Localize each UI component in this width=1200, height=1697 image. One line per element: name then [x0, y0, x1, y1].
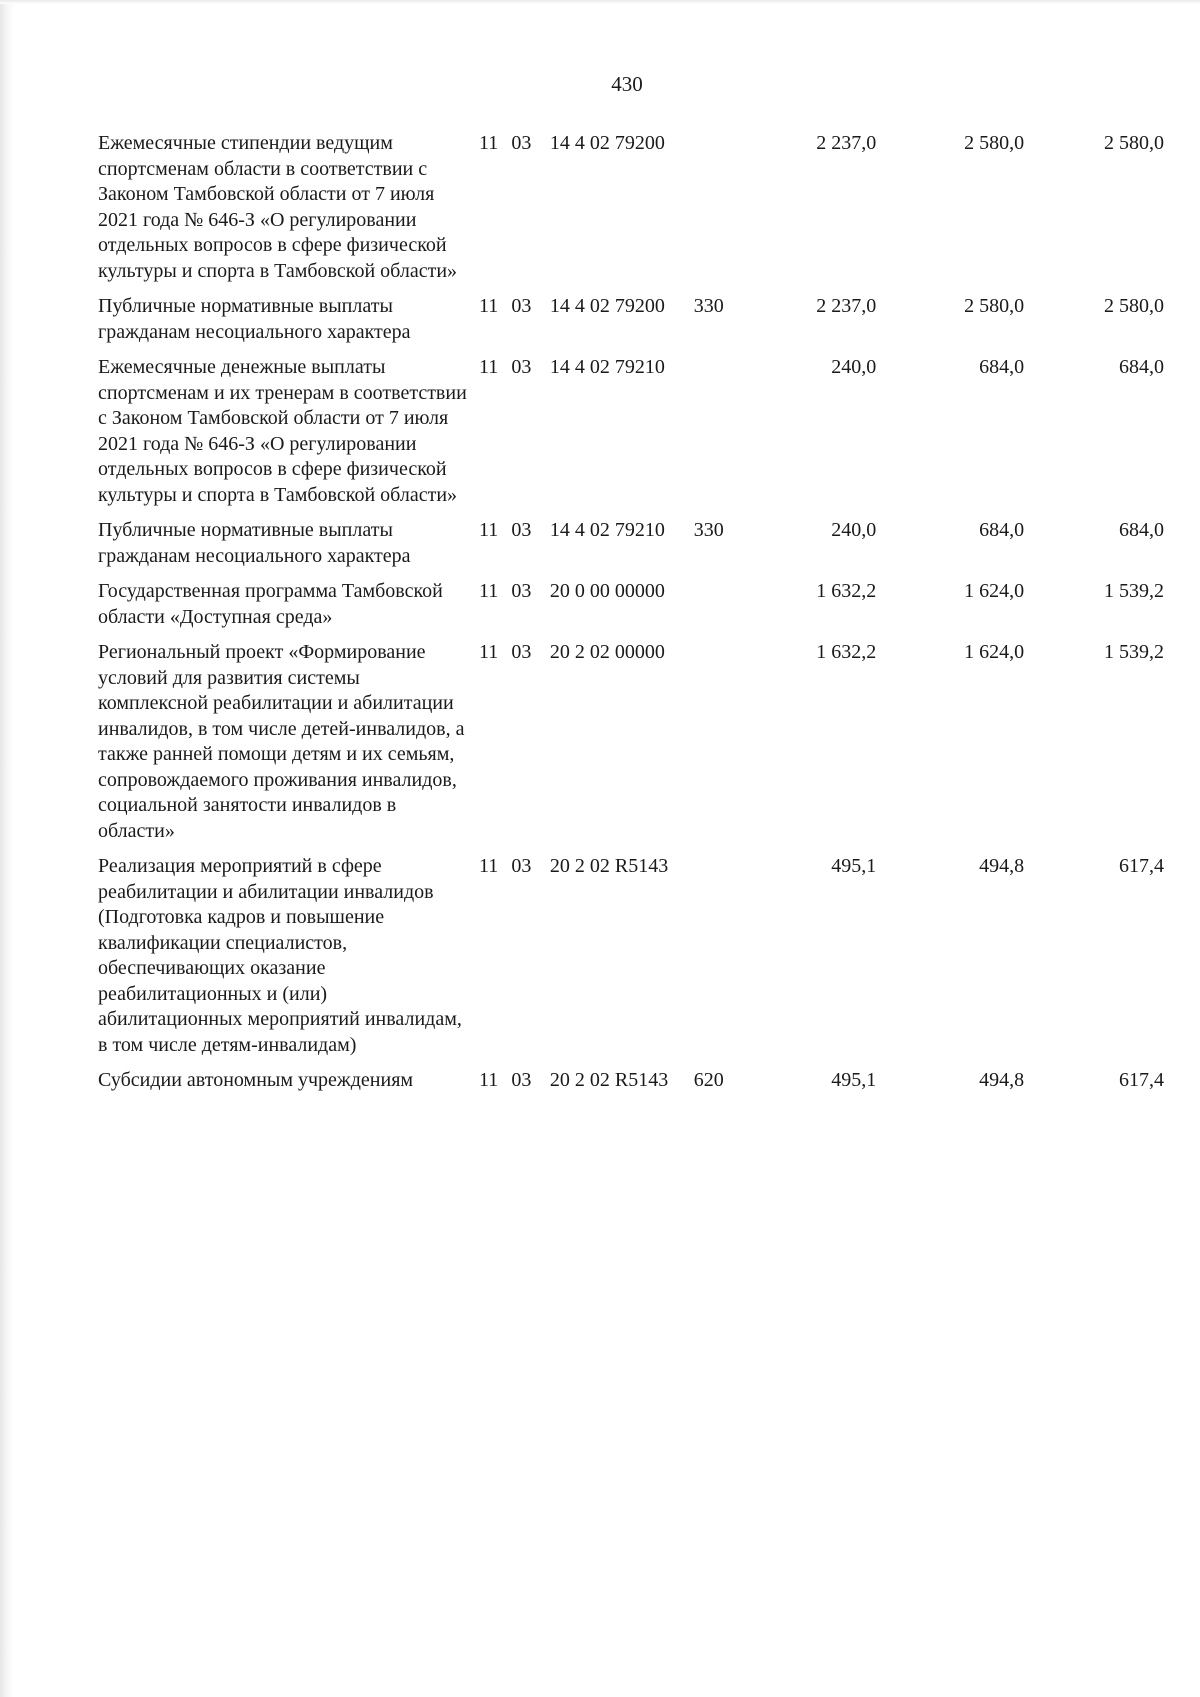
- row-expense-type: [694, 640, 739, 854]
- table-row: [98, 579, 1164, 640]
- row-expense-type: [694, 131, 739, 294]
- row-target-code: 20 0 00 00000: [549, 580, 665, 602]
- table-row: [98, 294, 1164, 355]
- row-amount-year1: 495,1: [831, 855, 877, 877]
- budget-table: [98, 131, 1164, 1104]
- table-row: [98, 1068, 1164, 1104]
- row-section: 11: [479, 132, 499, 154]
- row-target-code: 20 2 02 R5143: [549, 1069, 669, 1091]
- row-section: 11: [479, 519, 499, 541]
- row-amount-year2: 684,0: [979, 519, 1025, 541]
- row-subsection: 03: [511, 580, 532, 602]
- row-name: Региональный проект «Формирование условий для развития системы комплексной реабилитации и абилитации инвалидов, в том числе детей-инвалидов, а также ранней помощи детям и их семьям, сопровождаемого проживания инвалидов, социальной занятости инвалидов в области»: [98, 641, 465, 842]
- row-subsection: 03: [511, 855, 532, 877]
- row-amount-year2: 1 624,0: [964, 641, 1025, 663]
- row-target-code: 20 2 02 R5143: [549, 855, 669, 877]
- row-name: Публичные нормативные выплаты гражданам несоциального характера: [98, 519, 411, 567]
- row-expense-type: 330: [693, 295, 724, 317]
- row-amount-year1: 1 632,2: [816, 580, 877, 602]
- row-amount-year3: 1 539,2: [1104, 641, 1164, 663]
- row-name: Ежемесячные денежные выплаты спортсменам и их тренерам в соответствии с Законом Тамбовской области от 7 июля 2021 года № 646-З «О регулировании отдельных вопросов в сфере физической культуры и спорта в Тамбовской области»: [98, 356, 467, 506]
- row-target-code: 14 4 02 79200: [549, 132, 665, 154]
- row-amount-year1: 495,1: [831, 1069, 877, 1091]
- row-expense-type: 620: [693, 1069, 724, 1091]
- row-name: Реализация мероприятий в сфере реабилитации и абилитации инвалидов (Подготовка кадров и повышение квалификации специалистов, обеспечивающих оказание реабилитационных и (или) абилитационных мероприятий инвалидам, в том числе детям-инвалидам): [98, 855, 462, 1056]
- row-amount-year2: 2 580,0: [964, 132, 1025, 154]
- page-number: 430: [611, 72, 643, 96]
- row-expense-type: [694, 854, 739, 1068]
- row-amount-year1: 240,0: [831, 356, 877, 378]
- row-amount-year1: 2 237,0: [816, 295, 877, 317]
- row-amount-year2: 494,8: [979, 855, 1025, 877]
- row-name: Ежемесячные стипендии ведущим спортсменам области в соответствии с Законом Тамбовской области от 7 июля 2021 года № 646-З «О регулировании отдельных вопросов в сфере физической культуры и спорта в Тамбовской области»: [98, 132, 458, 282]
- row-amount-year1: 2 237,0: [816, 132, 877, 154]
- row-subsection: 03: [511, 519, 532, 541]
- row-amount-year2: 684,0: [979, 356, 1025, 378]
- table-row: [98, 640, 1164, 854]
- table-row: [98, 854, 1164, 1068]
- row-section: 11: [479, 295, 499, 317]
- row-target-code: 14 4 02 79210: [549, 356, 665, 378]
- row-section: 11: [479, 580, 499, 602]
- row-subsection: 03: [511, 295, 532, 317]
- table-row: [98, 131, 1164, 294]
- row-subsection: 03: [511, 641, 532, 663]
- row-section: 11: [479, 356, 499, 378]
- row-amount-year2: 1 624,0: [964, 580, 1025, 602]
- row-target-code: 20 2 02 00000: [549, 641, 665, 663]
- row-amount-year3: 684,0: [1119, 356, 1164, 378]
- row-section: 11: [479, 641, 499, 663]
- row-amount-year3: 2 580,0: [1104, 132, 1164, 154]
- row-expense-type: 330: [693, 519, 724, 541]
- row-amount-year3: 2 580,0: [1104, 295, 1164, 317]
- row-subsection: 03: [511, 132, 532, 154]
- row-subsection: 03: [511, 1069, 532, 1091]
- row-target-code: 14 4 02 79210: [549, 519, 665, 541]
- row-amount-year3: 1 539,2: [1104, 580, 1164, 602]
- row-name: Субсидии автономным учреждениям: [98, 1069, 414, 1091]
- scan-top-edge: [0, 0, 1200, 4]
- row-amount-year1: 1 632,2: [816, 641, 877, 663]
- row-name: Государственная программа Тамбовской области «Доступная среда»: [98, 580, 443, 628]
- row-expense-type: [694, 355, 739, 518]
- table-row: [98, 355, 1164, 518]
- row-amount-year1: 240,0: [831, 519, 877, 541]
- row-amount-year2: 2 580,0: [964, 295, 1025, 317]
- table-row: [98, 518, 1164, 579]
- row-section: 11: [479, 855, 499, 877]
- row-subsection: 03: [511, 356, 532, 378]
- row-amount-year3: 617,4: [1119, 1069, 1164, 1091]
- row-expense-type: [694, 579, 739, 640]
- row-target-code: 14 4 02 79200: [549, 295, 665, 317]
- row-section: 11: [479, 1069, 499, 1091]
- row-amount-year2: 494,8: [979, 1069, 1025, 1091]
- row-name: Публичные нормативные выплаты гражданам несоциального характера: [98, 295, 411, 343]
- scan-left-edge: [0, 0, 14, 1697]
- row-amount-year3: 617,4: [1119, 855, 1164, 877]
- row-amount-year3: 684,0: [1119, 519, 1164, 541]
